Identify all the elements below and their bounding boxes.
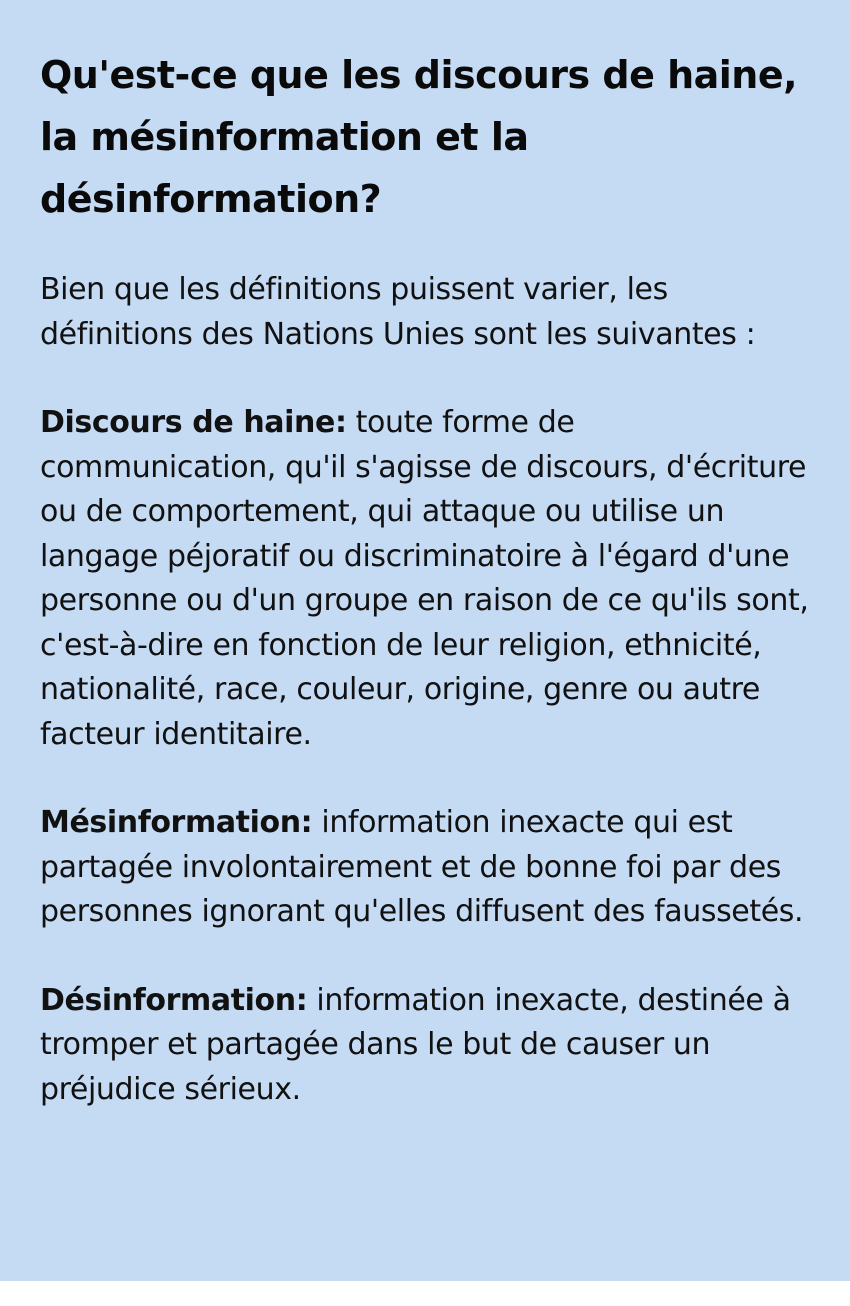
definition-term: Mésinformation:	[40, 805, 313, 840]
page-title: Qu'est-ce que les discours de haine, la mésinformation et la désinformation?	[40, 53, 798, 221]
definition-text: toute forme de communication, qu'il s'agisse de discours, d'écriture ou de comportement, qui attaque ou utilise un langage péjoratif ou discriminatoire à l'égard d'une personne ou d'un groupe en raison de ce qu'ils sont, c'est-à-dire en fonction de leur religion, ethnicité, nationalité, race, couleur, origine, genre ou autre facteur identitaire.	[40, 405, 809, 752]
intro-paragraph: Bien que les définitions puissent varier, les définitions des Nations Unies sont les suivantes :	[40, 272, 756, 352]
definition-disinformation	[40, 979, 810, 1113]
definition-text: information inexacte qui est partagée involontairement et de bonne foi par des personnes ignorant qu'elles diffusent des faussetés.	[40, 805, 804, 929]
definition-misinformation	[40, 801, 810, 935]
definition-text: information inexacte, destinée à tromper et partagée dans le but de causer un préjudice sérieux.	[40, 982, 791, 1107]
definition-term: Désinformation:	[40, 982, 308, 1018]
definition-hate-speech	[40, 401, 810, 757]
definition-term: Discours de haine:	[40, 405, 347, 440]
